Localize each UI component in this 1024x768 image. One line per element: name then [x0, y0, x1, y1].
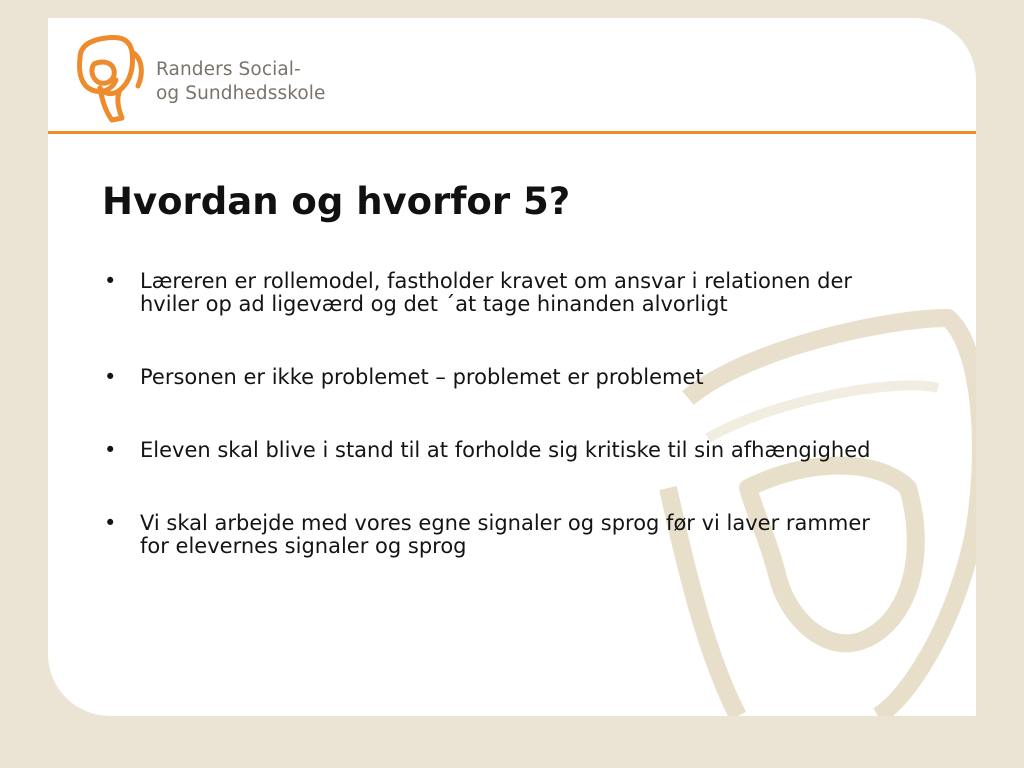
bullet-text: Vi skal arbejde med vores egne signaler og sprog før vi laver rammer for elevernes signaler og sprog [140, 511, 870, 558]
header-divider [48, 131, 976, 134]
bullet-text: Læreren er rollemodel, fastholder kravet om ansvar i relationen der hviler op ad ligeværd og det ´at tage hinanden alvorligt [140, 269, 853, 316]
bullet-item [102, 270, 902, 316]
logo-line-2: og Sundhedsskole [156, 83, 326, 104]
bullet-text: Personen er ikke problemet – problemet er problemet [140, 365, 704, 389]
bullet-item [102, 366, 902, 389]
bullet-text: Eleven skal blive i stand til at forholde sig kritiske til sin afhængighed [140, 438, 871, 462]
slide [48, 18, 976, 716]
bullet-dot: • [104, 365, 117, 389]
bullet-dot: • [104, 511, 117, 535]
logo-icon [72, 34, 148, 124]
bullet-dot: • [104, 269, 117, 293]
slide-title: Hvordan og hvorfor 5? [102, 180, 571, 223]
bullet-dot: • [104, 438, 117, 462]
header [48, 18, 976, 132]
bullet-list [102, 270, 902, 558]
logo-line-1: Randers Social- [156, 59, 301, 80]
logo-text [156, 58, 326, 106]
bullet-item [102, 512, 902, 558]
bullet-item [102, 439, 902, 462]
